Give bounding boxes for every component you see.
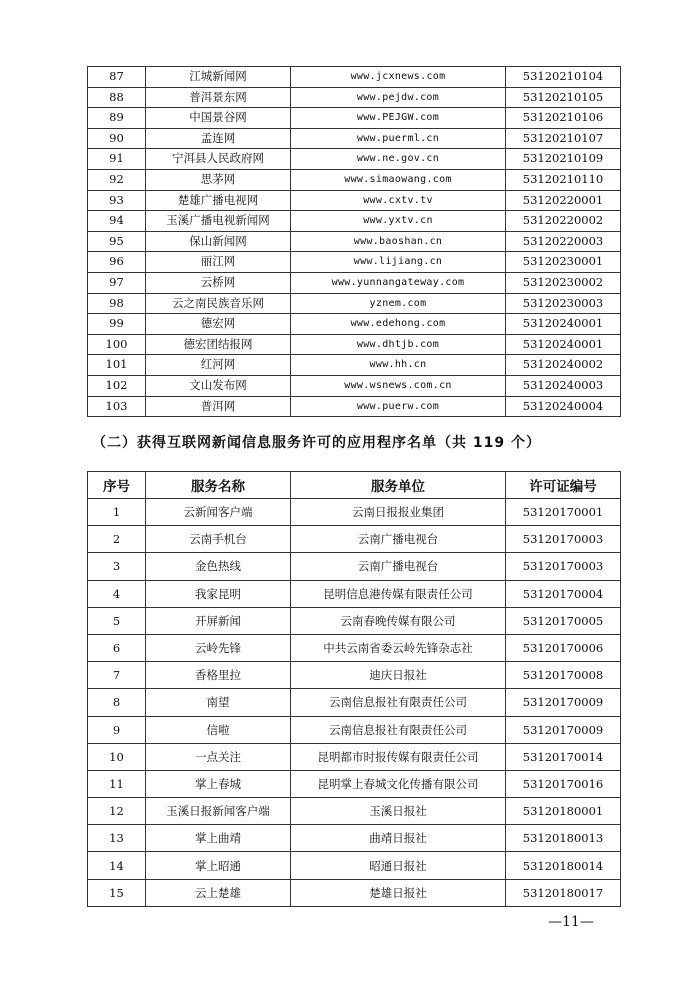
cell-org: 云南广播电视台 <box>291 553 506 580</box>
cell-no: 103 <box>88 396 146 417</box>
table-row <box>88 67 621 88</box>
cell-url: www.dhtjb.com <box>291 334 506 355</box>
cell-org: 昭通日报社 <box>291 852 506 879</box>
cell-no: 8 <box>88 689 146 716</box>
cell-name: 云岭先锋 <box>146 634 291 661</box>
table-row <box>88 634 621 661</box>
cell-license: 53120240002 <box>506 355 621 376</box>
cell-license: 53120210109 <box>506 149 621 170</box>
cell-no: 13 <box>88 825 146 852</box>
cell-license: 53120170004 <box>506 580 621 607</box>
cell-name: 掌上昭通 <box>146 852 291 879</box>
cell-license: 53120170003 <box>506 526 621 553</box>
apps-table-header <box>88 472 621 499</box>
websites-table-body <box>88 67 621 417</box>
table-row <box>88 211 621 232</box>
table-row <box>88 231 621 252</box>
table-row <box>88 396 621 417</box>
cell-license: 53120170014 <box>506 743 621 770</box>
cell-no: 15 <box>88 879 146 906</box>
table-row <box>88 607 621 634</box>
header-license-no: 许可证编号 <box>506 472 621 499</box>
cell-org: 迪庆日报社 <box>291 662 506 689</box>
cell-license: 53120170006 <box>506 634 621 661</box>
cell-name: 云之南民族音乐网 <box>146 293 291 314</box>
cell-name: 中国景谷网 <box>146 108 291 129</box>
cell-org: 云南广播电视台 <box>291 526 506 553</box>
table-row <box>88 852 621 879</box>
cell-name: 开屏新闻 <box>146 607 291 634</box>
cell-license: 53120210107 <box>506 128 621 149</box>
table-row <box>88 662 621 689</box>
table-row <box>88 689 621 716</box>
cell-no: 5 <box>88 607 146 634</box>
table-row <box>88 149 621 170</box>
cell-name: 信啦 <box>146 716 291 743</box>
cell-license: 53120180014 <box>506 852 621 879</box>
cell-url: www.puerw.com <box>291 396 506 417</box>
cell-url: www.edehong.com <box>291 314 506 335</box>
cell-license: 53120230002 <box>506 272 621 293</box>
cell-name: 思茅网 <box>146 169 291 190</box>
cell-name: 德宏团结报网 <box>146 334 291 355</box>
table-row <box>88 252 621 273</box>
cell-org: 昆明都市时报传媒有限责任公司 <box>291 743 506 770</box>
cell-license: 53120240004 <box>506 396 621 417</box>
cell-license: 53120210106 <box>506 108 621 129</box>
cell-org: 昆明掌上春城文化传播有限公司 <box>291 770 506 797</box>
cell-name: 云上楚雄 <box>146 879 291 906</box>
cell-no: 96 <box>88 252 146 273</box>
cell-name: 云南手机台 <box>146 526 291 553</box>
cell-name: 云桥网 <box>146 272 291 293</box>
cell-org: 中共云南省委云岭先锋杂志社 <box>291 634 506 661</box>
cell-no: 90 <box>88 128 146 149</box>
cell-license: 53120170009 <box>506 689 621 716</box>
cell-url: www.pejdw.com <box>291 87 506 108</box>
cell-license: 53120230003 <box>506 293 621 314</box>
cell-no: 102 <box>88 375 146 396</box>
cell-no: 88 <box>88 87 146 108</box>
table-row <box>88 879 621 906</box>
cell-no: 12 <box>88 798 146 825</box>
cell-name: 一点关注 <box>146 743 291 770</box>
cell-no: 11 <box>88 770 146 797</box>
cell-name: 玉溪广播电视新闻网 <box>146 211 291 232</box>
cell-license: 53120170003 <box>506 553 621 580</box>
cell-org: 曲靖日报社 <box>291 825 506 852</box>
cell-name: 南望 <box>146 689 291 716</box>
cell-license: 53120210104 <box>506 67 621 88</box>
cell-no: 99 <box>88 314 146 335</box>
cell-name: 保山新闻网 <box>146 231 291 252</box>
cell-name: 红河网 <box>146 355 291 376</box>
cell-org: 云南春晚传媒有限公司 <box>291 607 506 634</box>
section-heading: （二）获得互联网新闻信息服务许可的应用程序名单（共 119 个） <box>92 435 541 451</box>
cell-org: 楚雄日报社 <box>291 879 506 906</box>
cell-org: 云南信息报社有限责任公司 <box>291 689 506 716</box>
cell-license: 53120240003 <box>506 375 621 396</box>
table-row <box>88 716 621 743</box>
table-row <box>88 770 621 797</box>
cell-org: 昆明信息港传媒有限责任公司 <box>291 580 506 607</box>
cell-url: www.simaowang.com <box>291 169 506 190</box>
header-no: 序号 <box>88 472 146 499</box>
cell-no: 98 <box>88 293 146 314</box>
table-row <box>88 169 621 190</box>
cell-name: 德宏网 <box>146 314 291 335</box>
table-row <box>88 499 621 526</box>
cell-name: 宁洱县人民政府网 <box>146 149 291 170</box>
cell-org: 云南信息报社有限责任公司 <box>291 716 506 743</box>
table-row <box>88 553 621 580</box>
cell-url: www.hh.cn <box>291 355 506 376</box>
cell-license: 53120180013 <box>506 825 621 852</box>
cell-license: 53120170009 <box>506 716 621 743</box>
cell-name: 丽江网 <box>146 252 291 273</box>
cell-name: 香格里拉 <box>146 662 291 689</box>
table-row <box>88 375 621 396</box>
cell-no: 94 <box>88 211 146 232</box>
cell-url: www.cxtv.tv <box>291 190 506 211</box>
cell-license: 53120230001 <box>506 252 621 273</box>
cell-no: 89 <box>88 108 146 129</box>
cell-org: 玉溪日报社 <box>291 798 506 825</box>
cell-no: 3 <box>88 553 146 580</box>
table-row <box>88 272 621 293</box>
header-service-name: 服务名称 <box>146 472 291 499</box>
cell-url: www.yxtv.cn <box>291 211 506 232</box>
table-row <box>88 526 621 553</box>
cell-name: 金色热线 <box>146 553 291 580</box>
cell-license: 53120220001 <box>506 190 621 211</box>
cell-no: 10 <box>88 743 146 770</box>
cell-url: www.yunnangateway.com <box>291 272 506 293</box>
cell-license: 53120180001 <box>506 798 621 825</box>
cell-no: 4 <box>88 580 146 607</box>
cell-url: www.wsnews.com.cn <box>291 375 506 396</box>
cell-no: 92 <box>88 169 146 190</box>
cell-name: 云新闻客户端 <box>146 499 291 526</box>
cell-url: www.PEJGW.com <box>291 108 506 129</box>
cell-url: www.puerml.cn <box>291 128 506 149</box>
table-row <box>88 190 621 211</box>
cell-no: 2 <box>88 526 146 553</box>
cell-no: 87 <box>88 67 146 88</box>
cell-url: www.ne.gov.cn <box>291 149 506 170</box>
apps-table <box>87 471 621 907</box>
cell-license: 53120170001 <box>506 499 621 526</box>
table-row <box>88 314 621 335</box>
cell-no: 101 <box>88 355 146 376</box>
cell-license: 53120220003 <box>506 231 621 252</box>
cell-license: 53120170005 <box>506 607 621 634</box>
websites-table <box>87 66 621 417</box>
cell-name: 我家昆明 <box>146 580 291 607</box>
cell-no: 9 <box>88 716 146 743</box>
apps-table-body <box>88 499 621 907</box>
table-row <box>88 825 621 852</box>
cell-url: www.lijiang.cn <box>291 252 506 273</box>
cell-no: 95 <box>88 231 146 252</box>
cell-name: 玉溪日报新闻客户端 <box>146 798 291 825</box>
table-row <box>88 293 621 314</box>
table-row <box>88 580 621 607</box>
cell-license: 53120210110 <box>506 169 621 190</box>
cell-name: 楚雄广播电视网 <box>146 190 291 211</box>
table-row <box>88 743 621 770</box>
cell-no: 97 <box>88 272 146 293</box>
table-row <box>88 128 621 149</box>
cell-url: www.jcxnews.com <box>291 67 506 88</box>
page-number: —11— <box>548 914 594 930</box>
table-row <box>88 355 621 376</box>
cell-url: yznem.com <box>291 293 506 314</box>
cell-name: 掌上曲靖 <box>146 825 291 852</box>
cell-no: 93 <box>88 190 146 211</box>
header-service-org: 服务单位 <box>291 472 506 499</box>
cell-license: 53120170008 <box>506 662 621 689</box>
table-row <box>88 87 621 108</box>
cell-name: 普洱景东网 <box>146 87 291 108</box>
cell-license: 53120170016 <box>506 770 621 797</box>
table-row <box>88 798 621 825</box>
cell-name: 江城新闻网 <box>146 67 291 88</box>
cell-url: www.baoshan.cn <box>291 231 506 252</box>
cell-name: 普洱网 <box>146 396 291 417</box>
cell-name: 掌上春城 <box>146 770 291 797</box>
cell-no: 91 <box>88 149 146 170</box>
cell-license: 53120210105 <box>506 87 621 108</box>
cell-name: 文山发布网 <box>146 375 291 396</box>
cell-no: 100 <box>88 334 146 355</box>
cell-no: 14 <box>88 852 146 879</box>
cell-no: 6 <box>88 634 146 661</box>
cell-name: 孟连网 <box>146 128 291 149</box>
cell-license: 53120220002 <box>506 211 621 232</box>
cell-license: 53120240001 <box>506 334 621 355</box>
cell-license: 53120180017 <box>506 879 621 906</box>
cell-no: 1 <box>88 499 146 526</box>
cell-license: 53120240001 <box>506 314 621 335</box>
table-row <box>88 108 621 129</box>
cell-org: 云南日报报业集团 <box>291 499 506 526</box>
table-row <box>88 334 621 355</box>
cell-no: 7 <box>88 662 146 689</box>
